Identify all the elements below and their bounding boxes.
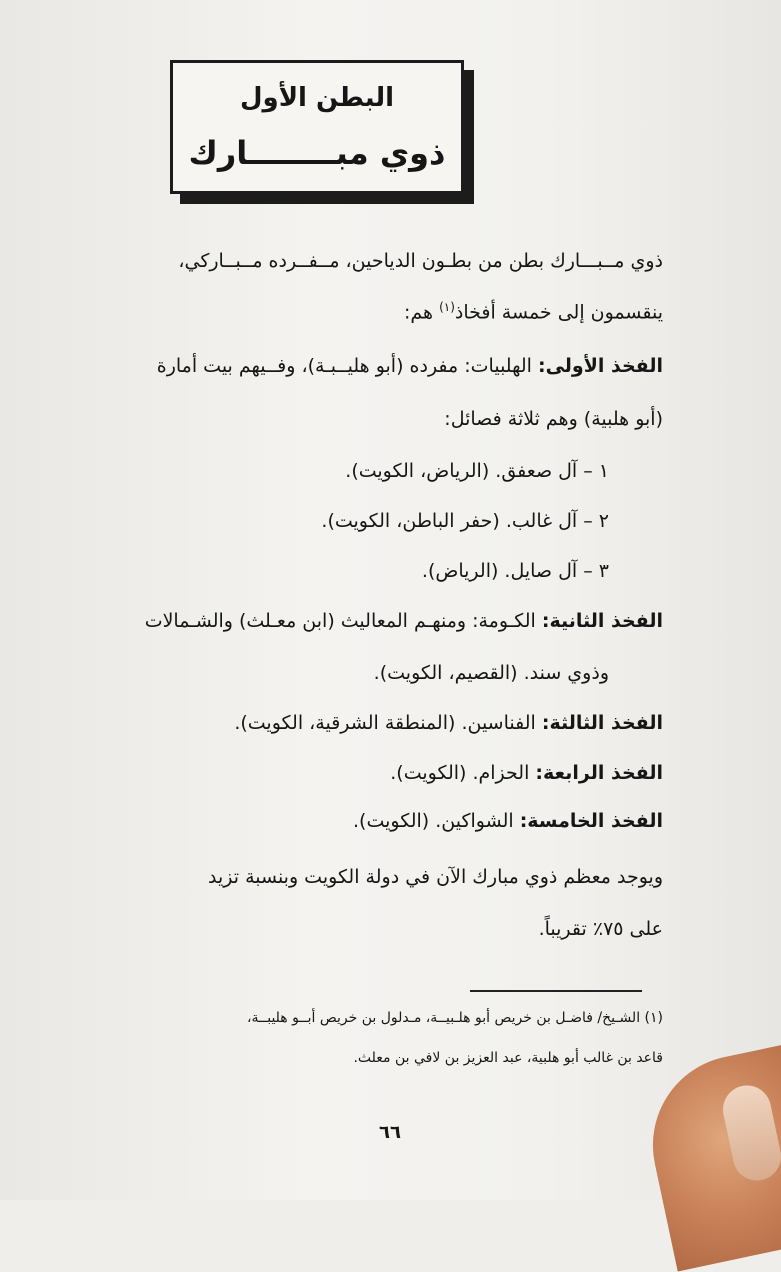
sub-item-3: ٣ – آل صايل. (الرياض). [421, 560, 609, 582]
footnote-divider [470, 990, 642, 992]
clan-4-line [103, 762, 663, 784]
clan-3-line [103, 712, 663, 734]
paragraph-intro-line1: ذوي مــبـــارك بطن من بطـون الدياحين، مــفــرده مــبــاركي، [178, 250, 663, 272]
page-number: ٦٦ [379, 1122, 401, 1143]
sub-item-1: ١ – آل صعفق. (الرياض، الكويت). [345, 460, 609, 482]
footnote-marker: (١) [439, 300, 455, 314]
clan-2-label: الفخذ الثانية: [541, 610, 663, 632]
clan-1-line2: (أبو هلبية) وهم ثلاثة فصائل: [444, 408, 663, 430]
chapter-title-box [170, 60, 464, 194]
clan-2-line1 [103, 610, 663, 632]
intro-text: ينقسمون إلى خمسة أفخاذ [454, 301, 663, 324]
clan-3-text: الفناسين. (المنطقة الشرقية، الكويت). [234, 712, 542, 734]
clan-1-label: الفخذ الأولى: [537, 355, 663, 377]
paragraph-intro-line2 [103, 300, 663, 323]
chapter-title: البطن الأول [239, 83, 395, 113]
clan-1-line1 [103, 355, 663, 377]
closing-paragraph-line2: على ٧٥٪ تقريباً. [538, 918, 663, 940]
clan-4-text: الحزام. (الكويت). [390, 762, 536, 784]
chapter-subtitle: ذوي مبــــــــارك [188, 134, 446, 172]
clan-5-line [103, 810, 663, 832]
sub-item-2: ٢ – آل غالب. (حفر الباطن، الكويت). [321, 510, 609, 532]
clan-3-label: الفخذ الثالثة: [541, 712, 663, 734]
clan-4-label: الفخذ الرابعة: [535, 762, 663, 784]
closing-paragraph-line1: ويوجد معظم ذوي مبارك الآن في دولة الكويت وبنسبة تزيد [208, 866, 663, 888]
clan-5-label: الفخذ الخامسة: [519, 810, 663, 832]
clan-2-line2: وذوي سند. (القصيم، الكويت). [373, 662, 609, 684]
clan-1-text: الهلبيات: مفرده (أبو هليــبـة)، وفــيهم بيت أمارة [156, 355, 538, 377]
clan-5-text: الشواكين. (الكويت). [353, 810, 520, 832]
footnote-line2: قاعد بن غالب أبو هلبية، عبد العزيز بن لافي بن معلث. [353, 1050, 663, 1066]
clan-2-text: الكـومة: ومنهـم المعاليث (ابن معـلث) والشـمالات [144, 610, 542, 632]
footnote-line1: (١) الشـيخ/ فاضـل بن خريص أبو هلـبيــة، مـدلول بن خريص أبــو هليبــة، [247, 1010, 663, 1026]
intro-text-end: هم: [403, 301, 440, 324]
